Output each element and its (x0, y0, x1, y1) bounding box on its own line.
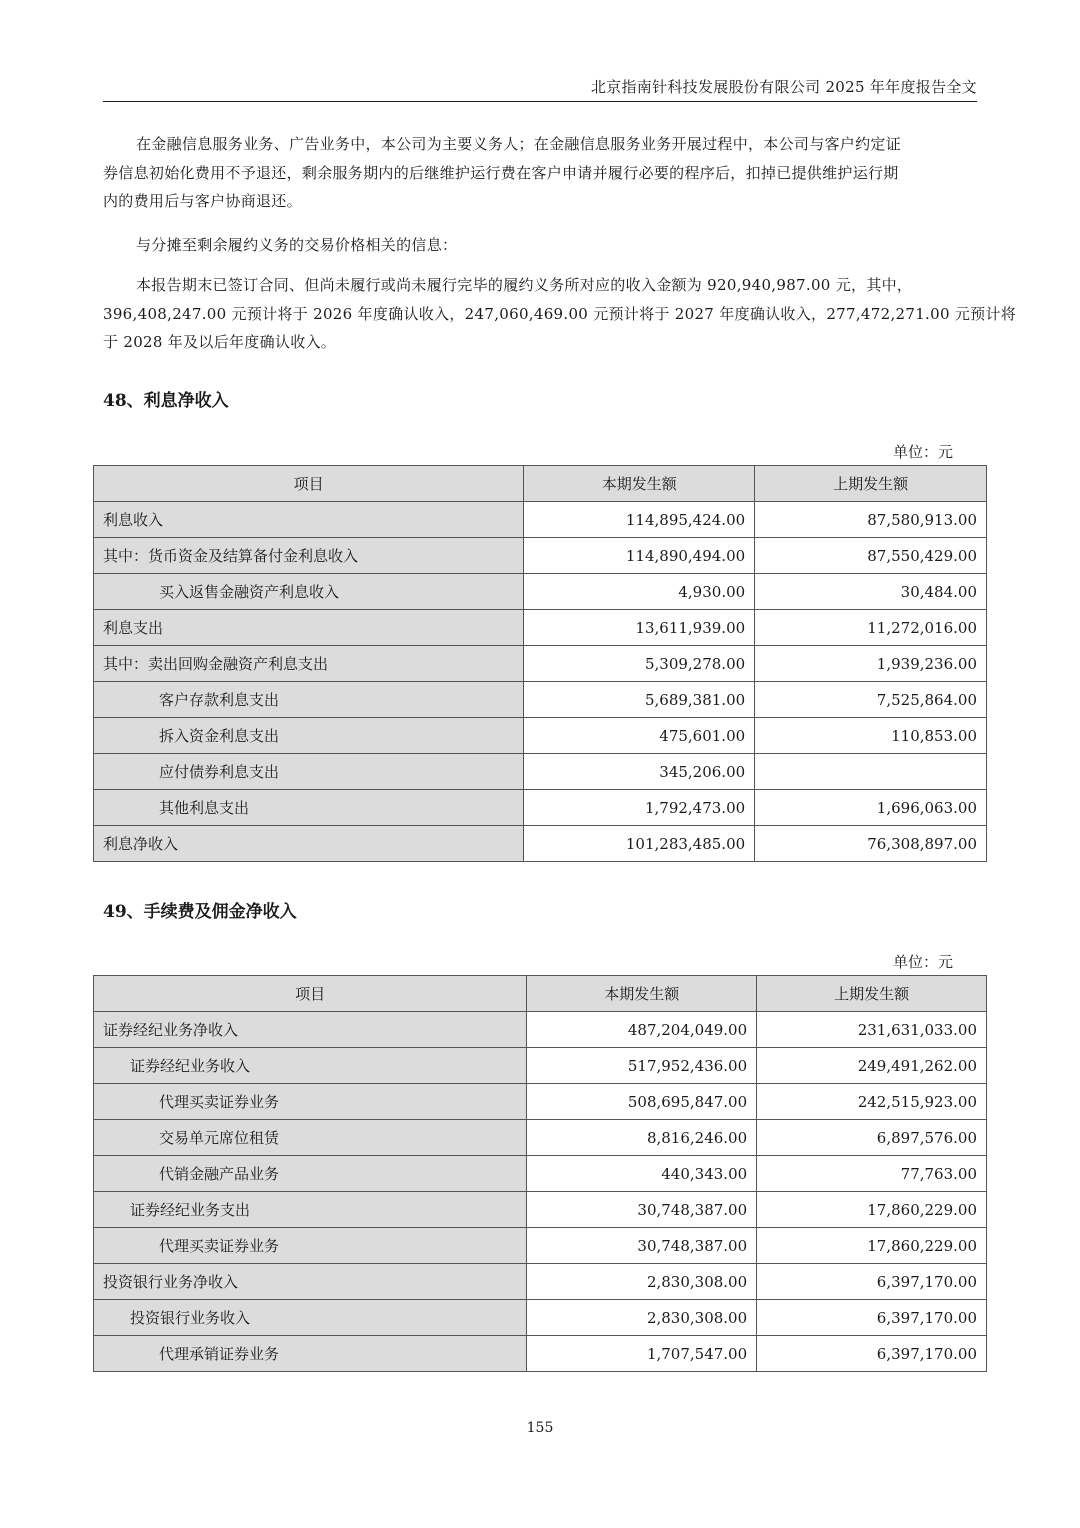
column-header-prior: 上期发生额 (757, 976, 987, 1012)
column-header-item: 项目 (94, 976, 527, 1012)
intro-paragraph-allocation (103, 231, 977, 260)
row-label: 证券经纪业务支出 (94, 1192, 527, 1228)
row-label: 其中：卖出回购金融资产利息支出 (94, 646, 524, 682)
text-line: 在金融信息服务业务、广告业务中，本公司为主要义务人；在金融信息服务业务开展过程中，本公司与客户约定证 (136, 135, 902, 153)
current-amount: 487,204,049.00 (527, 1012, 757, 1048)
intro-paragraph-remaining-obligations (103, 271, 1017, 357)
current-amount: 517,952,436.00 (527, 1048, 757, 1084)
prior-amount: 6,397,170.00 (757, 1264, 987, 1300)
row-label: 代理买卖证券业务 (94, 1084, 527, 1120)
table-row (94, 1192, 987, 1228)
section-48-heading: 48、利息净收入 (103, 391, 229, 411)
table-row (94, 610, 987, 646)
row-label: 客户存款利息支出 (94, 682, 524, 718)
interest-net-income-table (93, 465, 987, 862)
section-49-heading: 49、手续费及佣金净收入 (103, 902, 297, 922)
section-49-unit: 单位：元 (893, 953, 954, 971)
table-row (94, 754, 987, 790)
text-line: 396,408,247.00 元预计将于 2026 年度确认收入，247,060,469.00 元预计将于 2027 年度确认收入，277,472,271.00 元预计将 (103, 304, 1017, 323)
prior-amount: 76,308,897.00 (755, 826, 987, 862)
table-row (94, 1084, 987, 1120)
current-amount: 101,283,485.00 (524, 826, 755, 862)
prior-amount: 110,853.00 (755, 718, 987, 754)
fee-commission-net-income-table (93, 975, 987, 1372)
prior-amount: 17,860,229.00 (757, 1192, 987, 1228)
prior-amount: 17,860,229.00 (757, 1228, 987, 1264)
table-row (94, 538, 987, 574)
prior-amount: 30,484.00 (755, 574, 987, 610)
current-amount: 2,830,308.00 (527, 1300, 757, 1336)
prior-amount: 77,763.00 (757, 1156, 987, 1192)
current-amount: 114,895,424.00 (524, 502, 755, 538)
table-header-row (94, 976, 987, 1012)
current-amount: 13,611,939.00 (524, 610, 755, 646)
prior-amount: 1,939,236.00 (755, 646, 987, 682)
table-row (94, 1120, 987, 1156)
current-amount: 345,206.00 (524, 754, 755, 790)
column-header-prior: 上期发生额 (755, 466, 987, 502)
current-amount: 5,689,381.00 (524, 682, 755, 718)
row-label: 利息收入 (94, 502, 524, 538)
row-label: 代销金融产品业务 (94, 1156, 527, 1192)
section-48-unit: 单位：元 (893, 443, 954, 461)
table-row (94, 646, 987, 682)
row-label: 应付债券利息支出 (94, 754, 524, 790)
current-amount: 1,792,473.00 (524, 790, 755, 826)
text-line: 于 2028 年及以后年度确认收入。 (103, 333, 337, 351)
table-header-row (94, 466, 987, 502)
row-label: 证券经纪业务收入 (94, 1048, 527, 1084)
prior-amount: 11,272,016.00 (755, 610, 987, 646)
current-amount: 8,816,246.00 (527, 1120, 757, 1156)
row-label: 其他利息支出 (94, 790, 524, 826)
current-amount: 508,695,847.00 (527, 1084, 757, 1120)
prior-amount: 6,397,170.00 (757, 1336, 987, 1372)
table-row (94, 1156, 987, 1192)
text-line: 与分摊至剩余履约义务的交易价格相关的信息： (136, 236, 458, 254)
row-label: 投资银行业务净收入 (94, 1264, 527, 1300)
prior-amount: 1,696,063.00 (755, 790, 987, 826)
table-row (94, 1012, 987, 1048)
text-line: 内的费用后与客户协商退还。 (103, 192, 302, 210)
table-row (94, 1228, 987, 1264)
current-amount: 2,830,308.00 (527, 1264, 757, 1300)
row-label: 利息净收入 (94, 826, 524, 862)
table-row (94, 1048, 987, 1084)
table-row (94, 682, 987, 718)
current-amount: 440,343.00 (527, 1156, 757, 1192)
column-header-current: 本期发生额 (524, 466, 755, 502)
current-amount: 30,748,387.00 (527, 1192, 757, 1228)
table-row (94, 574, 987, 610)
row-label: 代理买卖证券业务 (94, 1228, 527, 1264)
text-line: 券信息初始化费用不予退还，剩余服务期内的后继维护运行费在客户申请并履行必要的程序后，扣掉已提供维护运行期 (103, 163, 899, 182)
prior-amount: 6,897,576.00 (757, 1120, 987, 1156)
table-row (94, 790, 987, 826)
table-row (94, 718, 987, 754)
prior-amount: 6,397,170.00 (757, 1300, 987, 1336)
table-row (94, 502, 987, 538)
row-label: 代理承销证券业务 (94, 1336, 527, 1372)
intro-paragraph-obligation (103, 130, 977, 216)
prior-amount: 7,525,864.00 (755, 682, 987, 718)
current-amount: 4,930.00 (524, 574, 755, 610)
header-divider (103, 101, 977, 102)
prior-amount: 242,515,923.00 (757, 1084, 987, 1120)
current-amount: 30,748,387.00 (527, 1228, 757, 1264)
page-number: 155 (526, 1420, 554, 1436)
row-label: 交易单元席位租赁 (94, 1120, 527, 1156)
current-amount: 1,707,547.00 (527, 1336, 757, 1372)
prior-amount: 87,580,913.00 (755, 502, 987, 538)
column-header-item: 项目 (94, 466, 524, 502)
current-amount: 475,601.00 (524, 718, 755, 754)
row-label: 其中：货币资金及结算备付金利息收入 (94, 538, 524, 574)
text-line: 本报告期末已签订合同、但尚未履行或尚未履行完毕的履约义务所对应的收入金额为 920,940,987.00 元，其中， (136, 276, 913, 294)
prior-amount: 87,550,429.00 (755, 538, 987, 574)
prior-amount: 231,631,033.00 (757, 1012, 987, 1048)
current-amount: 5,309,278.00 (524, 646, 755, 682)
table-row (94, 826, 987, 862)
row-label: 拆入资金利息支出 (94, 718, 524, 754)
row-label: 投资银行业务收入 (94, 1300, 527, 1336)
table-row (94, 1264, 987, 1300)
report-header-title: 北京指南针科技发展股份有限公司 2025 年年度报告全文 (590, 78, 977, 96)
column-header-current: 本期发生额 (527, 976, 757, 1012)
prior-amount: 249,491,262.00 (757, 1048, 987, 1084)
table-row (94, 1300, 987, 1336)
row-label: 买入返售金融资产利息收入 (94, 574, 524, 610)
row-label: 证券经纪业务净收入 (94, 1012, 527, 1048)
prior-amount (755, 754, 987, 790)
table-row (94, 1336, 987, 1372)
current-amount: 114,890,494.00 (524, 538, 755, 574)
row-label: 利息支出 (94, 610, 524, 646)
